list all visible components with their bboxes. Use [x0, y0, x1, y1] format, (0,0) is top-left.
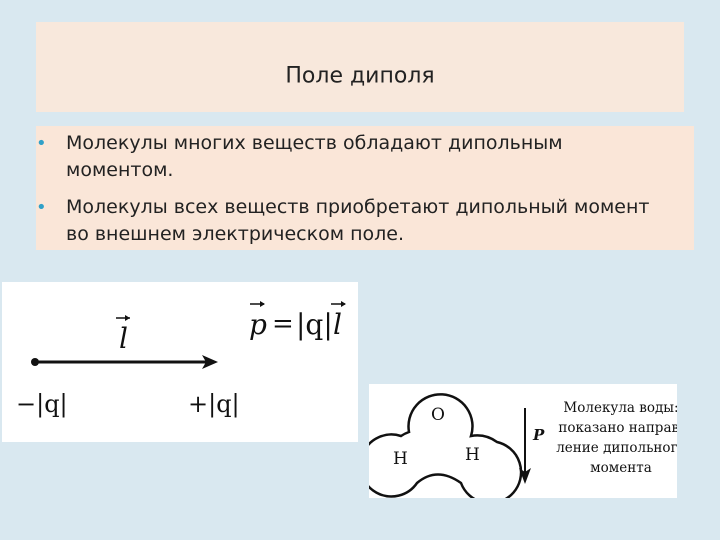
bullet-list [36, 126, 694, 250]
bullet-text: Молекулы многих веществ обладают дипольным моментом. [66, 132, 563, 181]
bullet-icon: • [36, 197, 47, 218]
formula-charge: |q| [296, 308, 333, 341]
formula-l: l [333, 308, 342, 341]
bullet-text: Молекулы всех веществ приобретают дипольный момент во внешнем электрическом поле. [66, 196, 650, 245]
caption-line: ление дипольного [556, 440, 677, 456]
dipole-p-label: P [533, 426, 545, 444]
caption-line: Молекула воды: [563, 400, 677, 416]
formula-equals: = [272, 309, 294, 339]
negative-charge-label: −|q| [16, 390, 68, 418]
formula-p: p [249, 308, 267, 341]
formula-p-arrow-head [260, 301, 265, 307]
vector-overbar-head [125, 315, 130, 321]
molecule-outline [369, 394, 521, 498]
formula-l-arrow-head [341, 301, 346, 307]
vector-l-label: l [119, 322, 128, 355]
hydrogen-right-label: H [465, 445, 480, 465]
oxygen-label: O [431, 405, 445, 425]
water-molecule-diagram [369, 384, 677, 498]
positive-charge-label: +|q| [188, 390, 240, 418]
slide-title: Поле диполя [285, 63, 435, 89]
bullet-icon: • [36, 133, 47, 154]
dipole-figure [2, 282, 358, 442]
dipole-diagram [2, 282, 358, 442]
title-box [36, 22, 684, 112]
hydrogen-left-label: H [393, 449, 408, 469]
water-molecule-figure [369, 384, 677, 498]
caption-line: показано направ- [558, 420, 677, 436]
water-caption [556, 400, 677, 476]
caption-line: момента [590, 460, 652, 476]
